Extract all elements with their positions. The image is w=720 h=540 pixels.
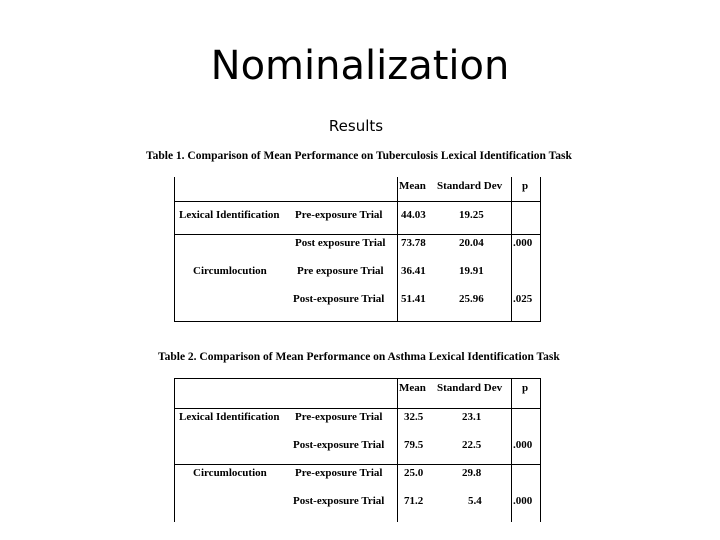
table-row-p: .000 [513, 495, 533, 507]
table-row-sd: 19.25 [459, 209, 484, 221]
table-row-sd: 23.1 [462, 411, 482, 423]
table-2-header-p: p [522, 382, 529, 394]
table-row-mean: 32.5 [404, 411, 424, 423]
table-row-trial: Pre exposure Trial [297, 265, 384, 277]
table-row-mean: 36.41 [401, 265, 426, 277]
table-row-sd: 25.96 [459, 293, 484, 305]
table-row-mean: 51.41 [401, 293, 426, 305]
table-row-group: Circumlocution [193, 467, 267, 479]
table-row-mean: 25.0 [404, 467, 424, 479]
table-row-group: Circumlocution [193, 265, 267, 277]
table-row-trial: Pre-exposure Trial [295, 209, 383, 221]
table-1-caption: Table 1. Comparison of Mean Performance on Tuberculosis Lexical Identification Task [146, 150, 572, 162]
slide-title: Nominalization [210, 43, 510, 89]
table-row-trial: Post-exposure Trial [293, 439, 385, 451]
table-row-sd: 22.5 [462, 439, 482, 451]
table-row-mean: 71.2 [404, 495, 424, 507]
table-row-p: .025 [513, 293, 533, 305]
table-row-trial: Pre-exposure Trial [295, 467, 383, 479]
table-2 [174, 378, 541, 522]
table-row-sd: 20.04 [459, 237, 484, 249]
table-1-header-p: p [522, 180, 529, 192]
table-row-mean: 44.03 [401, 209, 426, 221]
table-row-trial: Post-exposure Trial [293, 293, 385, 305]
table-2-header-mean: Mean [399, 382, 426, 394]
table-2-rule [175, 464, 540, 465]
table-1 [174, 177, 541, 322]
table-2-rule [175, 408, 540, 409]
table-1-divider [397, 177, 398, 321]
table-row-sd: 19.91 [459, 265, 484, 277]
table-2-caption: Table 2. Comparison of Mean Performance on Asthma Lexical Identification Task [158, 351, 560, 363]
table-row-trial: Post exposure Trial [295, 237, 386, 249]
table-row-group: Lexical Identification [179, 411, 280, 423]
table-1-divider [511, 177, 512, 321]
table-row-sd: 29.8 [462, 467, 482, 479]
table-row-mean: 79.5 [404, 439, 424, 451]
table-1-header-sd: Standard Dev [437, 180, 503, 192]
table-1-header-mean: Mean [399, 180, 426, 192]
table-2-divider [397, 379, 398, 522]
table-1-rule [175, 234, 540, 235]
table-row-p: .000 [513, 237, 533, 249]
table-row-group: Lexical Identification [179, 209, 280, 221]
table-row-p: .000 [513, 439, 533, 451]
table-2-divider [511, 379, 512, 522]
slide-subtitle: Results [328, 117, 384, 135]
table-row-trial: Pre-exposure Trial [295, 411, 383, 423]
table-row-sd: 5.4 [468, 495, 482, 507]
table-row-mean: 73.78 [401, 237, 426, 249]
table-row-trial: Post-exposure Trial [293, 495, 385, 507]
table-1-rule [175, 201, 540, 202]
table-2-header-sd: Standard Dev [437, 382, 503, 394]
